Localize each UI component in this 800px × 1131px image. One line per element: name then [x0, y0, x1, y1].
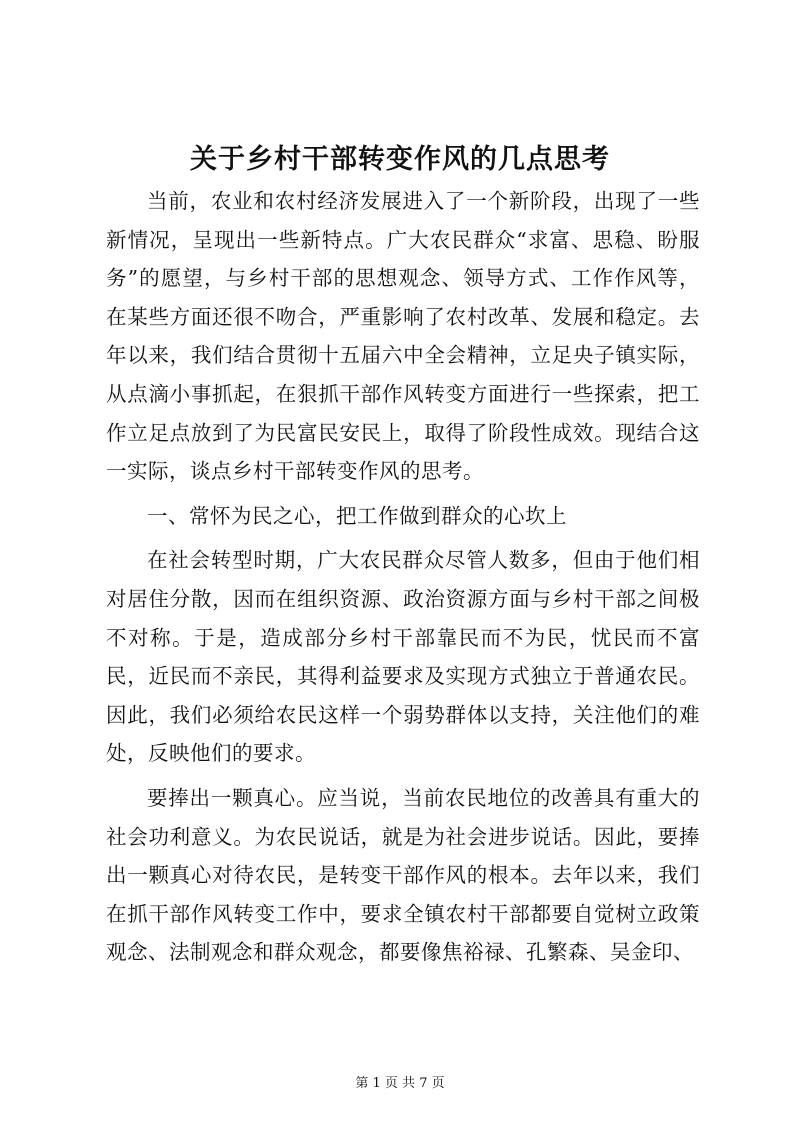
- paragraph-intro: 当前，农业和农村经济发展进入了一个新阶段，出现了一些新情况，呈现出一些新特点。广大农民群众“求富、思稳、盼服务”的愿望，与乡村干部的思想观念、领导方式、工作作风等，在某些方面还很不吻合，严重影响了农村改革、发展和稳定。去年以来，我们结合贯彻十五届六中全会精神，立足央子镇实际，从点滴小事抓起，在狠抓干部作风转变方面进行一些探索，把工作立足点放到了为民富民安民上，取得了阶段性成效。现结合这一实际，谈点乡村干部转变作风的思考。: [106, 189, 700, 484]
- section-heading-1: 一、常怀为民之心，把工作做到群众的心坎上: [147, 503, 567, 528]
- page-footer: 第 1 页 共 7 页: [355, 1076, 445, 1091]
- paragraph-true-heart: 要捧出一颗真心。应当说，当前农民地位的改善具有重大的社会功利意义。为农民说话，就是为社会进步说话。因此，要捧出一颗真心对待农民，是转变干部作风的根本。去年以来，我们在抓干部作风转变工作中，要求全镇农村干部都要自觉树立政策观念、法制观念和群众观念，都要像焦裕禄、孔繁森、吴金印、: [106, 785, 700, 965]
- paragraph-section-1: 在社会转型时期，广大农民群众尽管人数多，但由于他们相对居住分散，因而在组织资源、政治资源方面与乡村干部之间极不对称。于是，造成部分乡村干部靠民而不为民，忧民而不富民，近民而不亲民，其得利益要求及实现方式独立于普通农民。因此，我们必须给农民这样一个弱势群体以支持，关注他们的难处，反映他们的要求。: [106, 548, 700, 766]
- document-title: 关于乡村干部转变作风的几点思考: [190, 144, 610, 175]
- document-body: [106, 182, 700, 978]
